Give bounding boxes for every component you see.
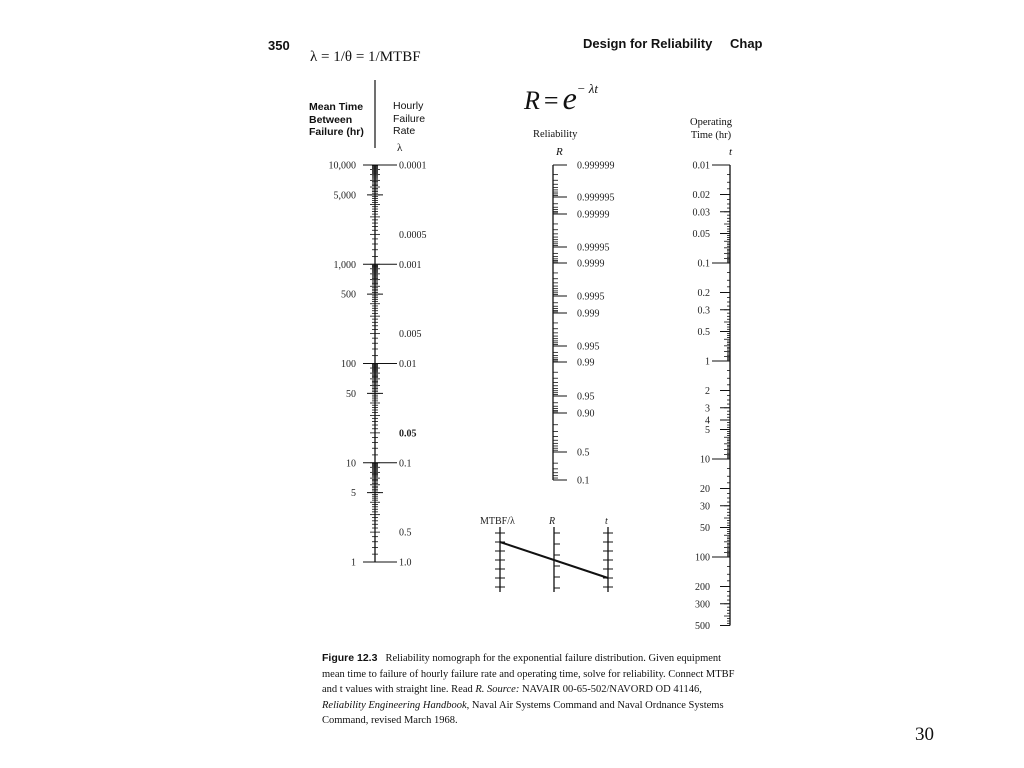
example-label-t: t — [605, 516, 608, 527]
time-scale-label: 500 — [695, 620, 710, 632]
figure-caption — [322, 651, 738, 729]
reliability-scale-labels — [577, 161, 615, 487]
caption-handbook: Reliability Engineering Handbook — [322, 699, 467, 711]
time-scale-label: 2 — [705, 386, 710, 398]
mtbf-scale-label: 50 — [346, 388, 356, 400]
lambda-scale-label: 1.0 — [399, 557, 412, 569]
mtbf-heading: Mean Time Between Failure (hr) — [309, 101, 364, 138]
time-scale-label: 300 — [695, 599, 710, 611]
time-symbol: t — [729, 146, 733, 158]
figure-label: Figure 12.3 — [322, 652, 378, 664]
time-scale-label: 3 — [705, 403, 710, 415]
reliability-scale-label: 0.1 — [577, 475, 590, 487]
reliability-scale-label: 0.9999 — [577, 258, 605, 270]
time-scale-label: 0.1 — [697, 258, 710, 270]
page-number: 350 — [268, 38, 290, 53]
mtbf-scale-label: 1,000 — [333, 259, 356, 271]
lambda-scale-labels — [399, 161, 427, 569]
formula-lhs: R — [524, 86, 540, 115]
time-scale-label: 50 — [700, 522, 710, 534]
lambda-scale-label: 0.0001 — [399, 160, 427, 172]
example-label-r: R — [549, 516, 556, 527]
lambda-scale-label: 0.001 — [399, 259, 422, 271]
time-scale-label: 0.2 — [697, 288, 710, 300]
reliability-scale-label: 0.95 — [577, 391, 595, 403]
time-scale-label: 0.3 — [697, 305, 710, 317]
mtbf-scale-label: 100 — [341, 359, 356, 370]
reliability-scale-label: 0.90 — [577, 408, 595, 420]
time-scale-label: 100 — [695, 552, 710, 564]
caption-text-1: Reliability nomograph for the exponential failure distribution. Given equipment mean time to failure of hourly failure rate and operating time, solve for reliability. Connect MTBF and t values with straight line. Read — [322, 653, 735, 696]
reliability-scale-label: 0.99 — [577, 357, 595, 369]
lambda-scale-label: 0.05 — [399, 428, 417, 440]
mtbf-scale-label: 500 — [341, 289, 356, 301]
formula-base: e — [562, 80, 577, 116]
lambda-scale-label: 0.005 — [399, 329, 422, 341]
time-scale-label: 0.01 — [692, 160, 710, 172]
caption-text-r: R. Source: — [475, 684, 520, 696]
time-scale-label: 0.5 — [697, 326, 710, 338]
reliability-scale-label: 0.99999 — [577, 209, 610, 221]
time-scale-label: 20 — [700, 484, 710, 496]
time-scale-label: 0.03 — [692, 207, 710, 219]
caption-text-2: NAVAIR 00-65-502/NAVORD OD 41146, — [521, 684, 702, 696]
example-label-mtbf: MTBF/λ — [480, 516, 515, 527]
caption-text-3: , Naval Air Systems Command and Naval Ordnance Systems Command, revised March 1968. — [322, 699, 724, 727]
mtbf-scale-label: 10 — [346, 458, 356, 470]
lambda-scale-label: 0.01 — [399, 359, 417, 370]
reliability-scale-label: 0.9995 — [577, 291, 605, 303]
lambda-scale-label: 0.0005 — [399, 229, 427, 241]
reliability-scale-label: 0.999 — [577, 308, 600, 320]
reliability-scale-label: 0.5 — [577, 447, 590, 459]
time-heading: Operating Time (hr) — [690, 117, 732, 141]
lambda-scale-label: 0.5 — [399, 527, 412, 539]
reliability-heading: Reliability — [533, 129, 578, 140]
reliability-scale-label: 0.999995 — [577, 192, 615, 204]
lambda-scale-label: 0.1 — [399, 458, 412, 470]
reliability-scale-label: 0.995 — [577, 341, 600, 353]
reliability-symbol: R — [556, 146, 563, 158]
time-scale-label: 4 — [705, 415, 710, 427]
chapter-title: Design for Reliability — [583, 36, 713, 51]
time-scale-labels — [693, 161, 711, 632]
time-scale-label: 1 — [705, 356, 710, 368]
lambda-heading: Hourly Failure Rate — [393, 100, 426, 137]
slide-number: 30 — [915, 724, 934, 745]
time-scale-label: 10 — [700, 454, 710, 466]
lambda-symbol: λ — [397, 142, 403, 154]
mtbf-scale-label: 5 — [351, 488, 356, 500]
time-scale-label: 200 — [695, 582, 710, 594]
formula-equals: = — [543, 86, 559, 115]
mtbf-scale-labels — [329, 161, 357, 569]
reliability-scale-label: 0.999999 — [577, 160, 615, 172]
time-scale-label: 0.02 — [692, 190, 710, 202]
reliability-scale-label: 0.99995 — [577, 242, 610, 254]
time-scale-label: 0.05 — [692, 228, 710, 240]
chapter-cut-text: Chap — [730, 36, 763, 51]
time-scale-label: 30 — [700, 501, 710, 513]
mtbf-scale-label: 5,000 — [333, 190, 356, 202]
time-scale-label: 5 — [705, 424, 710, 436]
lambda-relation-formula: λ = 1/θ = 1/MTBF — [310, 49, 421, 65]
example-diagram — [495, 527, 613, 592]
mtbf-scale-label: 10,000 — [328, 160, 356, 172]
mtbf-scale-label: 1 — [351, 557, 356, 569]
formula-exponent: − λt — [576, 81, 599, 97]
